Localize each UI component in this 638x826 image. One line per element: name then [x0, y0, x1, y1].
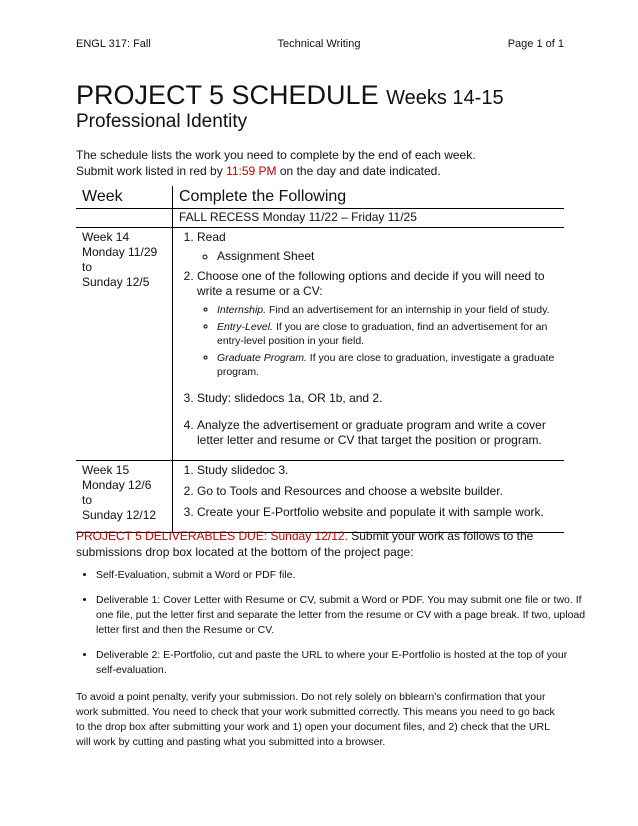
table-row-recess [76, 209, 564, 228]
title-main: PROJECT 5 SCHEDULE [76, 80, 379, 110]
list-item [217, 351, 558, 379]
week-14-number: Week 14 [82, 230, 130, 244]
week-14-tasks [173, 228, 565, 461]
week-15-end: Sunday 12/12 [82, 508, 157, 522]
list-item: 1. Study slidedoc 3. [197, 463, 558, 478]
deliverables-list [76, 568, 586, 688]
list-item: 3. Study: slidedocs 1a, OR 1b, and 2. [197, 391, 558, 406]
list-item: 3. Create your E-Portfolio website and populate it with sample work. [197, 505, 558, 520]
list-item: 2. Go to Tools and Resources and choose a website builder. [197, 484, 558, 499]
intro-paragraph [76, 147, 576, 179]
table-row-week-14 [76, 228, 564, 461]
deadline-time: 11:59 PM [226, 164, 277, 178]
list-item: • Deliverable 1: Cover Letter with Resume or CV, submit a Word or PDF. You may submit one file or two. If one file, put the letter first and separate the letter from the resume or CV with a page break. If two, upload letter first and then the Resume or CV. [96, 593, 586, 638]
list-item [197, 269, 558, 379]
week-15-number: Week 15 [82, 463, 130, 477]
intro-line-1: The schedule lists the work you need to complete by the end of each week. [76, 148, 476, 162]
recess-week-cell [76, 209, 173, 228]
deliverables-text: Submit your work as follows to the submissions drop box located at the bottom of the project page: [76, 529, 534, 559]
verification-note: To avoid a point penalty, verify your submission. Do not rely solely on bblearn’s confirmation that your work submitted. You need to check that your work submitted correctly. This means you need to go back to the drop box after submitting your work and 1) open your document files, and 2) check that the URL will work by cutting and pasting what you submitted into a browser. [76, 691, 555, 748]
header-page-number: Page 1 of 1 [507, 38, 564, 50]
header-subject: Technical Writing [277, 38, 361, 50]
column-header-tasks: Complete the Following [173, 186, 565, 209]
week-14-label [76, 228, 173, 461]
week-14-to: to [82, 260, 93, 274]
option-internship-text: Find an advertisement for an internship in your field of study. [266, 304, 550, 316]
week-14-start: Monday 11/29 [82, 245, 158, 259]
option-graduate: Graduate Program. [217, 352, 307, 364]
week-15-to: to [82, 493, 93, 507]
schedule-table [76, 186, 564, 533]
week-14-end: Sunday 12/5 [82, 275, 150, 289]
option-internship: Internship. [217, 304, 267, 316]
week-15-start: Monday 12/6 [82, 478, 152, 492]
table-row-week-15 [76, 461, 564, 533]
week-15-tasks [173, 461, 565, 533]
list-item: • Deliverable 2: E-Portfolio, cut and paste the URL to where your E-Portfolio is hosted at the top of your self-evaluation. [96, 648, 586, 678]
week-15-label [76, 461, 173, 533]
list-item [217, 303, 558, 317]
intro-line-2-end: on the day and date indicated. [276, 164, 441, 178]
column-header-week: Week [76, 186, 173, 209]
title-weeks: Weeks 14-15 [386, 87, 504, 109]
option-entry-level-text: If you are close to graduation, find an advertisement for an entry-level position in your field. [217, 321, 548, 347]
task-read: Read [197, 230, 226, 244]
task-choose-option: Choose one of the following options and decide if you will need to write a resume or a CV: [197, 269, 545, 298]
list-item: ◦ Assignment Sheet [217, 249, 558, 263]
header-course: ENGL 317: Fall [76, 38, 151, 50]
intro-line-2-text: Submit work listed in red by [76, 164, 227, 178]
option-graduate-text: If you are close to graduation, investigate a graduate program. [217, 352, 555, 378]
table-header-row [76, 186, 564, 209]
page-subtitle: Professional Identity [76, 111, 248, 132]
option-entry-level: Entry-Level. [217, 321, 274, 333]
list-item: • Self-Evaluation, submit a Word or PDF file. [96, 568, 586, 583]
deliverables-due: PROJECT 5 DELIVERABLES DUE: Sunday 12/12. [76, 529, 348, 543]
recess-note: FALL RECESS Monday 11/22 – Friday 11/25 [173, 209, 565, 228]
list-item [197, 230, 558, 263]
intro-line-2 [76, 163, 576, 179]
page-title [76, 80, 504, 113]
deliverables-intro [76, 528, 566, 560]
list-item [217, 320, 558, 348]
list-item: 4. Analyze the advertisement or graduate program and write a cover letter letter and resume or CV that target the position or program. [197, 418, 558, 448]
